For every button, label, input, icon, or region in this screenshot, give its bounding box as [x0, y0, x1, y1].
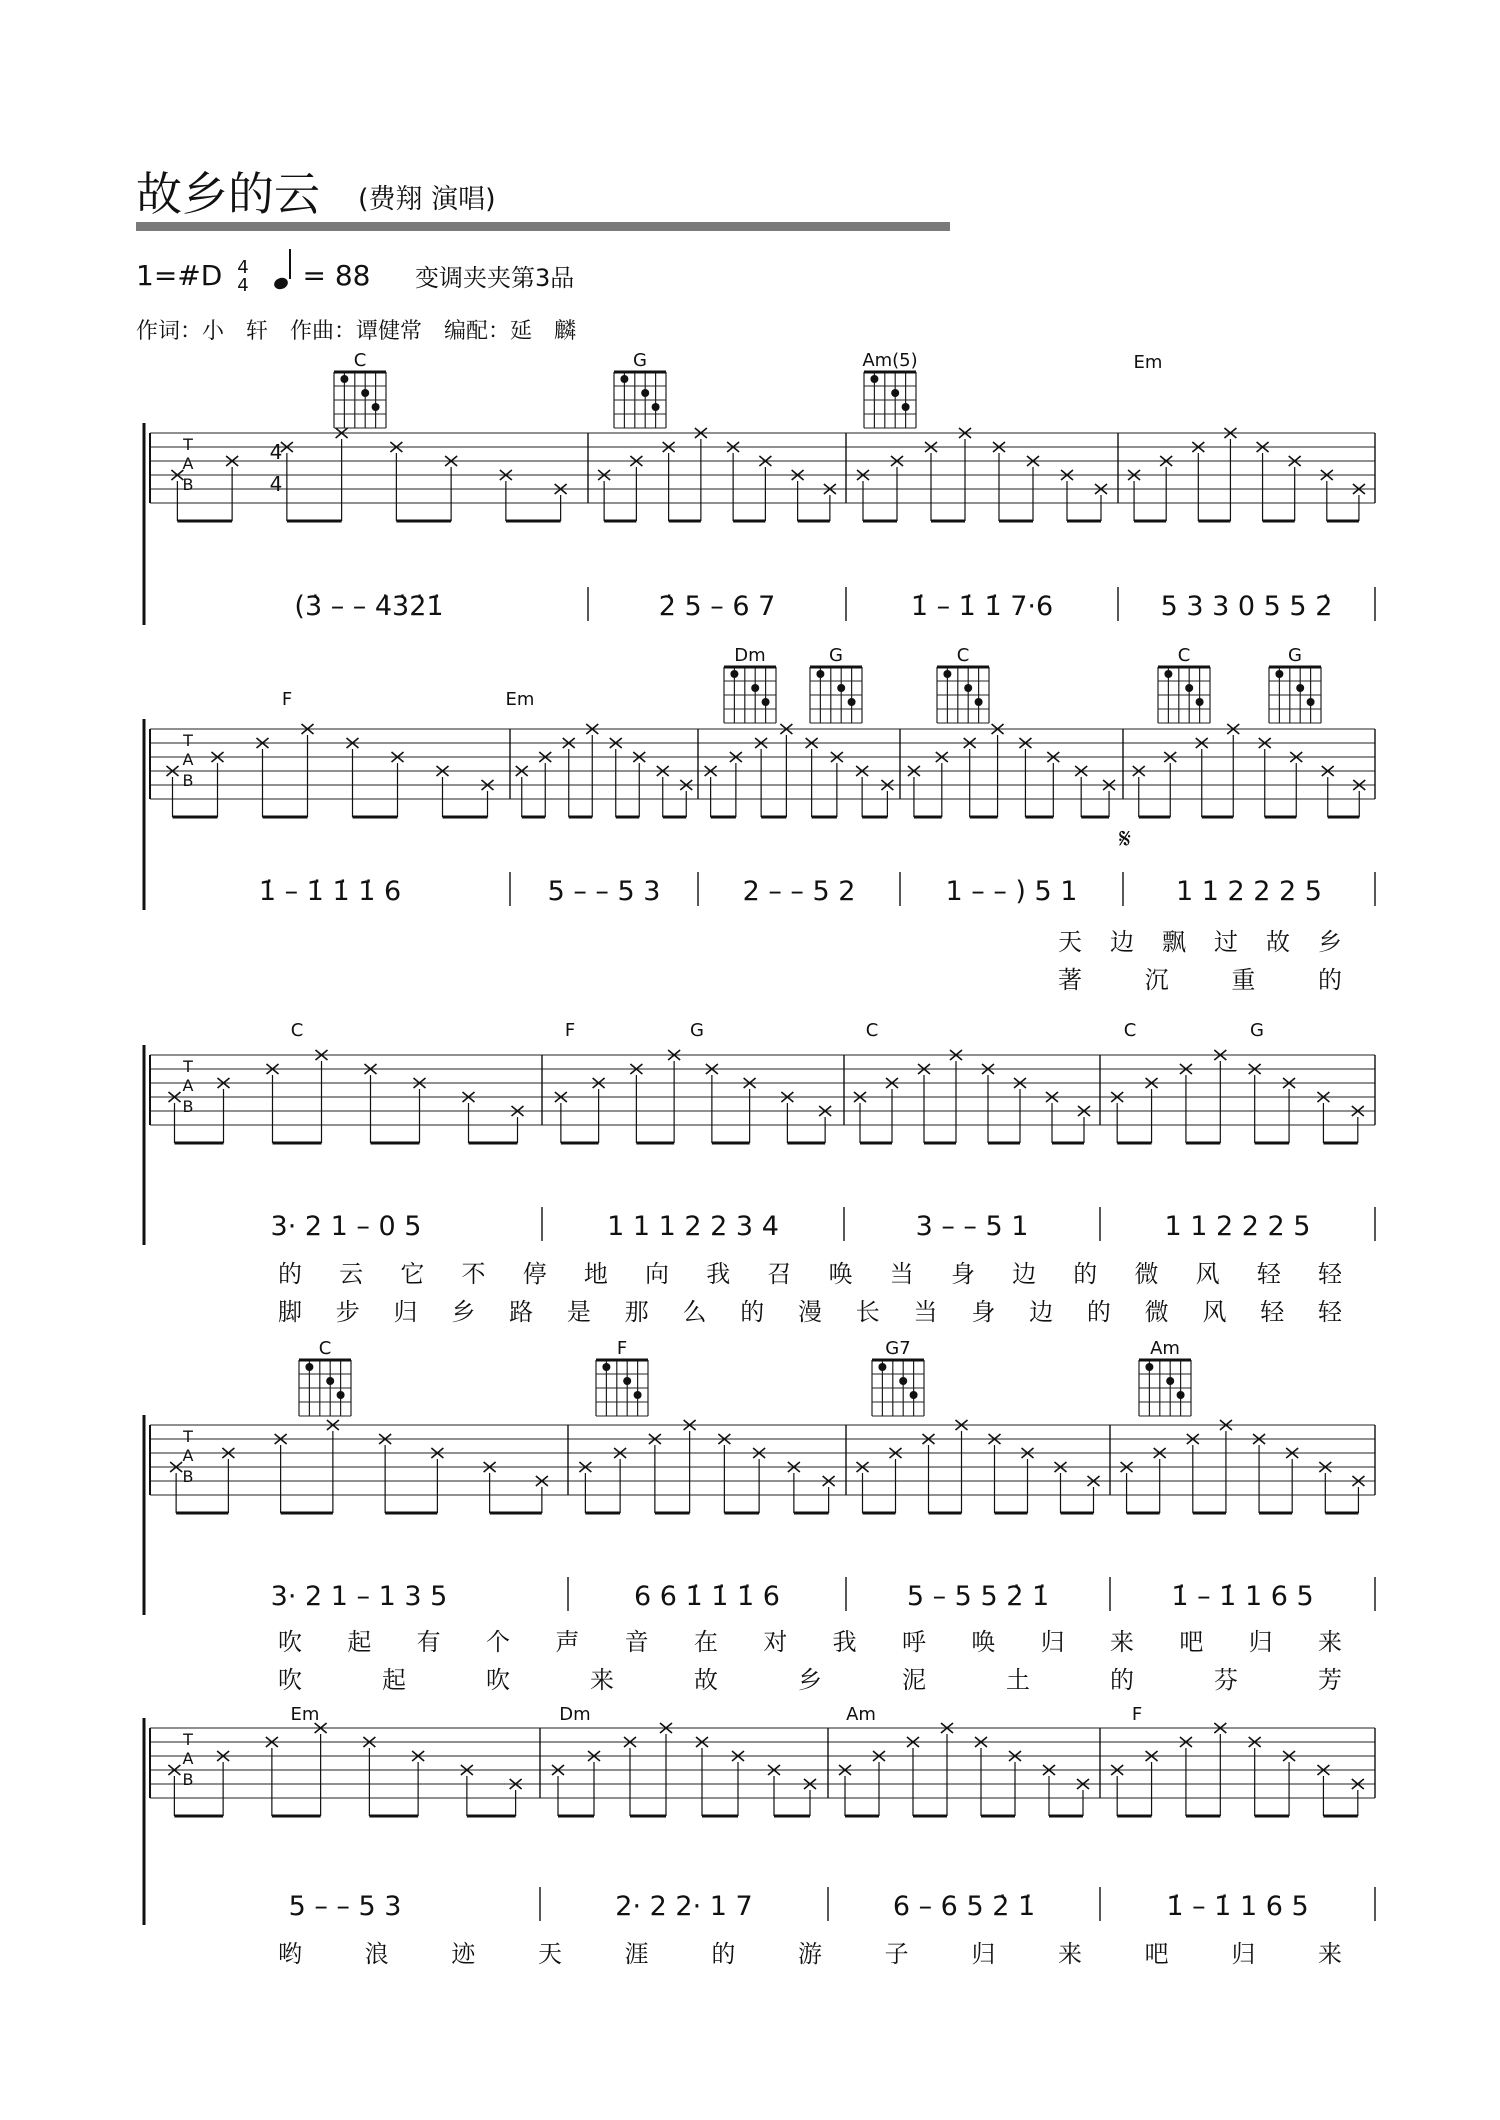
- lyric-syllable: 轻: [1318, 1260, 1342, 1288]
- lyric-syllable: 哟: [278, 1940, 302, 1968]
- diagram-finger-dot: [361, 389, 369, 397]
- lyric-syllable: 吹: [486, 1666, 510, 1694]
- chord-name: C: [1177, 645, 1191, 666]
- jianpu-measure: 1 – – ) 5 1: [945, 876, 1078, 907]
- jianpu-measure: 3· 2 1 – 0 5: [270, 1211, 422, 1242]
- tab-clef-t: T: [183, 435, 193, 454]
- jianpu-measure: 3· 2 1 – 1 3 5: [270, 1581, 448, 1612]
- chord-name: G: [1288, 645, 1302, 666]
- diagram-finger-dot: [652, 403, 660, 411]
- lyric-syllable: 我: [832, 1628, 857, 1656]
- lyric-syllable: 是: [566, 1298, 591, 1326]
- diagram-finger-dot: [899, 1377, 907, 1385]
- lyric-syllable: 路: [509, 1298, 534, 1326]
- lyric-syllable: 乡: [451, 1298, 476, 1326]
- diagram-finger-dot: [1296, 684, 1304, 692]
- lyric-syllable: 来: [590, 1666, 614, 1694]
- tab-clef-t: T: [183, 731, 193, 750]
- lyric-syllable: 边: [1012, 1260, 1037, 1288]
- jianpu-measure: 2 – – 5 2: [742, 876, 856, 907]
- diagram-finger-dot: [340, 375, 348, 383]
- lyric-syllable: 的: [1110, 1666, 1134, 1694]
- tempo-value: = 88: [302, 259, 371, 292]
- diagram-finger-dot: [602, 1363, 610, 1371]
- diagram-finger-dot: [751, 684, 759, 692]
- chord-name: F: [564, 1020, 576, 1041]
- jianpu-measure: 6 – 6 5 2̇ 1̇: [892, 1891, 1036, 1922]
- chord-name: G: [1250, 1020, 1264, 1041]
- tab-clef-t: T: [183, 1730, 193, 1749]
- lyric-syllable: 涯: [624, 1940, 649, 1968]
- capo-note: 变调夹夹第3品: [415, 264, 575, 292]
- lyric-syllable: 的: [711, 1940, 736, 1968]
- tab-time-sig-bottom: 4: [269, 472, 283, 496]
- jianpu-measure: 3 – – 5 1: [915, 1211, 1029, 1242]
- chord-name: C: [865, 1020, 879, 1041]
- chord-diagram-g: [810, 667, 862, 723]
- chord-diagram-am5: [864, 372, 916, 428]
- lyric-syllable: 起: [347, 1628, 372, 1656]
- lyric-syllable: 的: [1318, 966, 1342, 994]
- lyric-syllable: 步: [335, 1298, 360, 1326]
- tab-clef-b: B: [182, 475, 194, 494]
- diagram-finger-dot: [878, 1363, 886, 1371]
- lyric-syllable: 浪: [364, 1940, 389, 1968]
- jianpu-measure: 1 1 1 2 2 3 4: [607, 1211, 779, 1242]
- lyric-syllable: 故: [1266, 928, 1290, 956]
- diagram-finger-dot: [902, 403, 910, 411]
- diagram-finger-dot: [1177, 1391, 1185, 1399]
- jianpu-measure: 2̇ 5 – 6 7: [658, 591, 776, 622]
- chord-diagram-c: [299, 1360, 351, 1416]
- diagram-finger-dot: [816, 670, 824, 678]
- lyric-syllable: 脚: [278, 1298, 302, 1326]
- tab-clef-a: A: [182, 1749, 194, 1768]
- lyric-syllable: 归: [1231, 1940, 1256, 1968]
- chord-name: G: [829, 645, 843, 666]
- lyric-syllable: 沉: [1144, 966, 1169, 994]
- lyric-syllable: 唤: [828, 1260, 853, 1288]
- diagram-finger-dot: [837, 684, 845, 692]
- song-title: 故乡的云: [136, 167, 320, 221]
- lyric-syllable: 长: [855, 1298, 880, 1326]
- lyric-syllable: 游: [798, 1940, 822, 1968]
- lyric-syllable: 的: [740, 1298, 765, 1326]
- diagram-finger-dot: [623, 1377, 631, 1385]
- lyric-syllable: 漫: [798, 1298, 822, 1326]
- lyric-syllable: 来: [1110, 1628, 1134, 1656]
- lyric-syllable: 归: [971, 1940, 996, 1968]
- lyric-syllable: 泥: [902, 1666, 926, 1694]
- jianpu-measure: 1̇ – 1̇ 1 6 5: [1171, 1581, 1314, 1612]
- lyric-syllable: 云: [339, 1260, 364, 1288]
- lyric-syllable: 唤: [971, 1628, 996, 1656]
- chord-name: G7: [885, 1338, 911, 1359]
- key-signature: 1=#D: [136, 259, 223, 292]
- lyric-syllable: 边: [1110, 928, 1134, 956]
- lyric-syllable: 轻: [1256, 1260, 1281, 1288]
- tab-clef-b: B: [182, 1770, 194, 1789]
- lyric-syllable: 那: [624, 1298, 649, 1326]
- diagram-finger-dot: [1307, 698, 1315, 706]
- lyric-syllable: 声: [555, 1628, 580, 1656]
- lyric-syllable: 向: [645, 1260, 670, 1288]
- diagram-finger-dot: [1145, 1363, 1153, 1371]
- lyric-syllable: 我: [706, 1260, 731, 1288]
- lyric-syllable: 它: [400, 1260, 425, 1288]
- diagram-finger-dot: [964, 684, 972, 692]
- chord-diagram-f: [596, 1360, 648, 1416]
- diagram-finger-dot: [1164, 670, 1172, 678]
- lyric-syllable: 地: [583, 1260, 608, 1288]
- lyric-syllable: 有: [416, 1628, 441, 1656]
- lyric-syllable: 乡: [1318, 928, 1342, 956]
- diagram-finger-dot: [337, 1391, 345, 1399]
- jianpu-measure: 1̇ – 1̇ 1̇ 7·6: [910, 591, 1054, 622]
- lyric-syllable: 不: [461, 1260, 486, 1288]
- chord-diagram-am: [1139, 1360, 1191, 1416]
- diagram-finger-dot: [372, 403, 380, 411]
- chord-diagram-g7: [872, 1360, 924, 1416]
- segno-icon: 𝄋: [1118, 822, 1132, 855]
- chord-name: Dm: [734, 645, 766, 666]
- lyric-syllable: 吧: [1144, 1940, 1169, 1968]
- lyric-syllable: 的: [1073, 1260, 1098, 1288]
- diagram-finger-dot: [762, 698, 770, 706]
- lyric-syllable: 著: [1058, 966, 1082, 994]
- chord-name: Em: [1133, 352, 1163, 373]
- lyric-syllable: 过: [1214, 928, 1238, 956]
- lyric-syllable: 轻: [1318, 1298, 1342, 1326]
- tab-clef-a: A: [182, 1446, 194, 1465]
- lyric-syllable: 起: [382, 1666, 406, 1694]
- lyric-syllable: 归: [1040, 1628, 1065, 1656]
- jianpu-measure: 2· 2 2· 1 7: [615, 1891, 753, 1922]
- chord-diagram-c: [1158, 667, 1210, 723]
- jianpu-measure: (3̇ – – 4̇3̇2̇1̇: [294, 591, 444, 622]
- tab-clef-t: T: [183, 1057, 193, 1076]
- diagram-finger-dot: [634, 1391, 642, 1399]
- lyric-syllable: 飘: [1162, 928, 1186, 956]
- lyric-syllable: 在: [694, 1628, 718, 1656]
- chord-diagram-g: [614, 372, 666, 428]
- diagram-finger-dot: [891, 389, 899, 397]
- diagram-finger-dot: [305, 1363, 313, 1371]
- tab-clef-b: B: [182, 771, 194, 790]
- lyric-syllable: 天: [538, 1940, 562, 1968]
- lyric-syllable: 轻: [1260, 1298, 1285, 1326]
- tab-clef-b: B: [182, 1097, 194, 1116]
- chord-name: G: [690, 1020, 704, 1041]
- lyric-syllable: 停: [522, 1260, 547, 1288]
- lyric-syllable: 身: [971, 1298, 996, 1326]
- lyric-syllable: 的: [1086, 1298, 1111, 1326]
- chord-name: C: [290, 1020, 304, 1041]
- jianpu-measure: 5 3 3 0 5 5 2̇: [1160, 591, 1333, 622]
- lyric-syllable: 风: [1195, 1260, 1220, 1288]
- lyric-syllable: 边: [1029, 1298, 1054, 1326]
- diagram-finger-dot: [1275, 670, 1283, 678]
- lyric-syllable: 么: [682, 1298, 707, 1326]
- jianpu-measure: 1 1 2 2 2 5: [1164, 1211, 1311, 1242]
- lyric-syllable: 故: [694, 1666, 718, 1694]
- lyric-syllable: 乡: [798, 1666, 822, 1694]
- chord-name: Em: [505, 689, 535, 710]
- jianpu-measure: 5 – – 5 3: [288, 1891, 402, 1922]
- diagram-finger-dot: [910, 1391, 918, 1399]
- lyric-syllable: 迹: [451, 1940, 476, 1968]
- lyric-syllable: 呼: [902, 1628, 926, 1656]
- lyric-syllable: 召: [767, 1260, 792, 1288]
- jianpu-measure: 1 1 2 2 2 5: [1176, 876, 1322, 907]
- tab-clef-a: A: [182, 1076, 194, 1095]
- lyric-syllable: 芳: [1318, 1666, 1342, 1694]
- lyric-syllable: 来: [1058, 1940, 1082, 1968]
- lyric-syllable: 吧: [1179, 1628, 1204, 1656]
- chord-diagram-g: [1269, 667, 1321, 723]
- lyric-syllable: 音: [624, 1628, 649, 1656]
- lyric-syllable: 身: [950, 1260, 975, 1288]
- diagram-finger-dot: [730, 670, 738, 678]
- chord-diagram-c: [937, 667, 989, 723]
- chord-name: Am(5): [862, 350, 918, 371]
- jianpu-measure: 5 – – 5 3: [547, 876, 661, 907]
- diagram-finger-dot: [1166, 1377, 1174, 1385]
- tab-clef-a: A: [182, 454, 194, 473]
- lyric-syllable: 重: [1231, 966, 1256, 994]
- jianpu-measure: 5 – 5 5 2̇ 1̇: [906, 1581, 1050, 1612]
- chord-diagram-dm: [724, 667, 776, 723]
- time-signature-bottom: 4: [237, 275, 249, 296]
- diagram-finger-dot: [620, 375, 628, 383]
- tab-clef-a: A: [182, 750, 194, 769]
- chord-name: F: [281, 689, 293, 710]
- diagram-finger-dot: [1185, 684, 1193, 692]
- credits-line: 作词：小 轩 作曲：谭健常 编配：延 麟: [136, 319, 577, 344]
- jianpu-measure: 1̇ – 1̇ 1 6 5: [1166, 1891, 1309, 1922]
- chord-name: C: [956, 645, 970, 666]
- lyric-syllable: 芬: [1214, 1666, 1238, 1694]
- chord-name: Am: [846, 1704, 876, 1725]
- lyric-syllable: 归: [1248, 1628, 1273, 1656]
- diagram-finger-dot: [870, 375, 878, 383]
- time-signature-top: 4: [237, 257, 249, 278]
- tab-clef-t: T: [183, 1427, 193, 1446]
- chord-name: C: [1123, 1020, 1137, 1041]
- jianpu-measure: 6 6 1̇ 1̇ 1̇ 6: [634, 1581, 780, 1612]
- chord-name: C: [318, 1338, 332, 1359]
- lyric-syllable: 吹: [278, 1628, 302, 1656]
- lyric-syllable: 当: [889, 1260, 914, 1288]
- chord-diagram-c: [334, 372, 386, 428]
- diagram-finger-dot: [326, 1377, 334, 1385]
- lyric-syllable: 吹: [278, 1666, 302, 1694]
- chord-name: F: [616, 1338, 628, 1359]
- tab-clef-b: B: [182, 1467, 194, 1486]
- chord-name: G: [633, 350, 647, 371]
- diagram-finger-dot: [943, 670, 951, 678]
- lyric-syllable: 对: [763, 1628, 788, 1656]
- lyric-syllable: 当: [913, 1298, 938, 1326]
- chord-name: Em: [290, 1704, 320, 1725]
- diagram-finger-dot: [848, 698, 856, 706]
- lyric-syllable: 归: [393, 1298, 418, 1326]
- chord-name: Am: [1150, 1338, 1180, 1359]
- chord-name: C: [353, 350, 367, 371]
- lyric-syllable: 微: [1134, 1260, 1159, 1288]
- diagram-finger-dot: [1196, 698, 1204, 706]
- tab-time-sig-top: 4: [269, 440, 283, 464]
- lyric-syllable: 来: [1318, 1940, 1342, 1968]
- jianpu-measure: 1̇ – 1̇ 1̇ 1̇ 6: [258, 876, 402, 907]
- chord-name: F: [1131, 1704, 1143, 1725]
- lyric-syllable: 天: [1058, 928, 1082, 956]
- lyric-syllable: 个: [486, 1628, 510, 1656]
- diagram-finger-dot: [975, 698, 983, 706]
- lyric-syllable: 的: [278, 1260, 302, 1288]
- lyric-syllable: 来: [1318, 1628, 1342, 1656]
- lyric-syllable: 子: [884, 1940, 909, 1968]
- chord-name: Dm: [559, 1704, 591, 1725]
- lyric-syllable: 微: [1144, 1298, 1169, 1326]
- lyric-syllable: 土: [1006, 1666, 1030, 1694]
- diagram-finger-dot: [641, 389, 649, 397]
- singer-credit: (费翔 演唱): [358, 184, 496, 215]
- lyric-syllable: 风: [1202, 1298, 1227, 1326]
